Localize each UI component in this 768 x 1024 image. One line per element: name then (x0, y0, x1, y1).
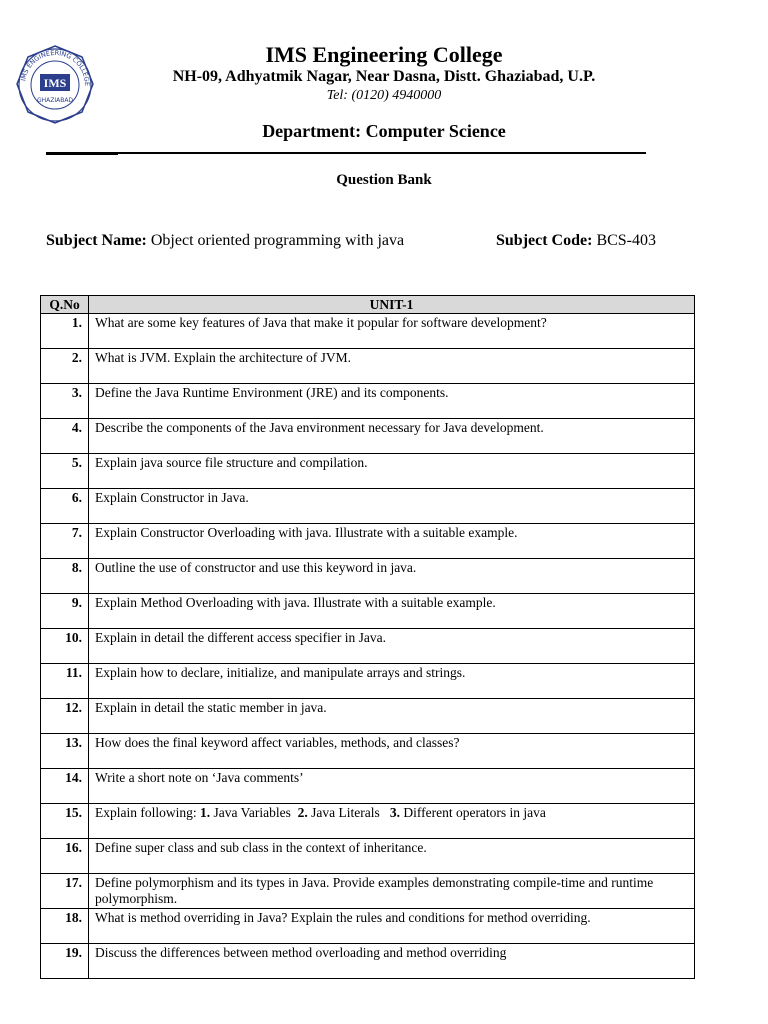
table-row (41, 629, 695, 664)
question-text: Explain in detail the static member in java. (89, 699, 695, 734)
question-number: 8. (41, 559, 89, 594)
question-text-part: Java Variables (210, 805, 298, 820)
question-text: How does the final keyword affect variables, methods, and classes? (89, 734, 695, 769)
question-number: 16. (41, 839, 89, 874)
header-rule-thick (46, 152, 118, 155)
college-telephone: Tel: (0120) 4940000 (326, 88, 442, 103)
question-number: 6. (41, 489, 89, 524)
question-number: 18. (41, 909, 89, 944)
question-number: 19. (41, 944, 89, 979)
header-rule (118, 152, 646, 154)
question-text: Explain java source file structure and compilation. (89, 454, 695, 489)
department-title: Department: Computer Science (262, 121, 506, 141)
table-row (41, 559, 695, 594)
table-row (41, 594, 695, 629)
question-text: Define the Java Runtime Environment (JRE) and its components. (89, 384, 695, 419)
question-text: Explain how to declare, initialize, and manipulate arrays and strings. (89, 664, 695, 699)
table-row (41, 769, 695, 804)
table-row (41, 699, 695, 734)
table-header-row (41, 296, 695, 314)
question-number: 12. (41, 699, 89, 734)
question-list (41, 314, 695, 979)
logo-ring-text: IMS ENGINEERING COLLEGE (19, 48, 92, 87)
subject-code (496, 232, 656, 250)
question-text-part: 3. (389, 805, 400, 820)
college-name: IMS Engineering College (265, 42, 503, 67)
subject-name-label: Subject Name: (46, 232, 147, 249)
question-number: 14. (41, 769, 89, 804)
question-number: 11. (41, 664, 89, 699)
question-number: 17. (41, 874, 89, 909)
question-text: Explain Constructor in Java. (89, 489, 695, 524)
subject-name-value: Object oriented programming with java (150, 232, 405, 249)
question-text: Describe the components of the Java environment necessary for Java development. (89, 419, 695, 454)
table-row (41, 909, 695, 944)
question-text: Discuss the differences between method overloading and method overriding (89, 944, 695, 979)
question-text (89, 804, 695, 839)
question-number: 9. (41, 594, 89, 629)
question-text-part: Java Literals (307, 805, 390, 820)
table-row (41, 734, 695, 769)
table-row (41, 384, 695, 419)
table-row (41, 944, 695, 979)
college-address: NH-09, Adhyatmik Nagar, Near Dasna, Distt. Ghaziabad, U.P. (172, 68, 596, 85)
question-text-part: Explain following: (95, 805, 200, 820)
question-table (40, 295, 695, 979)
logo-abbr: IMS (43, 76, 67, 90)
question-number: 15. (41, 804, 89, 839)
question-text: What is JVM. Explain the architecture of JVM. (89, 349, 695, 384)
table-row (41, 524, 695, 559)
question-number: 1. (41, 314, 89, 349)
question-text: Explain in detail the different access specifier in Java. (89, 629, 695, 664)
question-number: 2. (41, 349, 89, 384)
question-text: Explain Constructor Overloading with java. Illustrate with a suitable example. (89, 524, 695, 559)
question-text-part: Different operators in java (399, 805, 546, 820)
question-text: What is method overriding in Java? Explain the rules and conditions for method overriding. (89, 909, 695, 944)
question-text: Define polymorphism and its types in Java. Provide examples demonstrating compile-time and runtime polymorphism. (89, 874, 695, 909)
question-text: Outline the use of constructor and use this keyword in java. (89, 559, 695, 594)
subject-name (46, 232, 404, 250)
question-number: 13. (41, 734, 89, 769)
subject-code-value: BCS-403 (596, 232, 657, 249)
question-number: 7. (41, 524, 89, 559)
table-row (41, 804, 695, 839)
table-row (41, 664, 695, 699)
question-text: Explain Method Overloading with java. Illustrate with a suitable example. (89, 594, 695, 629)
question-number: 5. (41, 454, 89, 489)
table-row (41, 349, 695, 384)
table-row (41, 489, 695, 524)
question-text: Write a short note on ‘Java comments’ (89, 769, 695, 804)
question-number: 10. (41, 629, 89, 664)
question-text: Define super class and sub class in the context of inheritance. (89, 839, 695, 874)
question-number: 3. (41, 384, 89, 419)
logo-city: GHAZIABAD (36, 97, 74, 104)
document-title: Question Bank (336, 172, 432, 188)
question-text-part: 1. (200, 805, 211, 820)
table-row (41, 314, 695, 349)
table-row (41, 874, 695, 909)
header-unit: UNIT-1 (89, 296, 695, 314)
question-text: What are some key features of Java that make it popular for software development? (89, 314, 695, 349)
header-qno: Q.No (41, 296, 89, 314)
question-text-part: 2. (297, 805, 308, 820)
question-number: 4. (41, 419, 89, 454)
table-row (41, 454, 695, 489)
table-row (41, 839, 695, 874)
table-row (41, 419, 695, 454)
subject-code-label: Subject Code: (496, 232, 593, 249)
